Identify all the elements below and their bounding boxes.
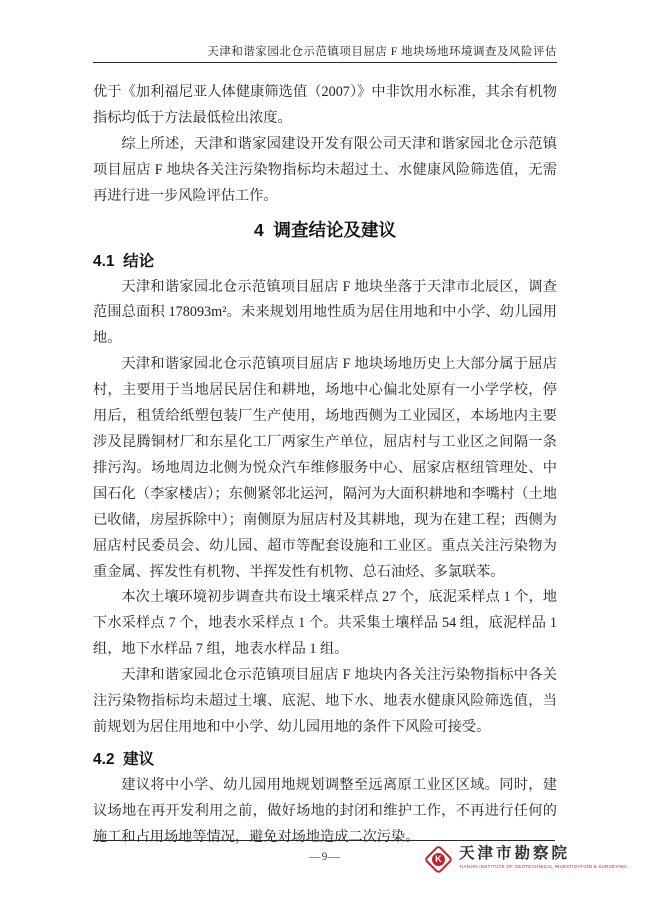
paragraph-conclusion-3: 本次土壤环境初步调查共布设土壤采样点 27 个，底泥采样点 1 个，地下水采样点 7 个，地表水采样点 1 个。共采集土壤样品 54 组，底泥样品 1 组，地下水样品 7 组，地表水样品 1 组。: [93, 589, 557, 658]
paragraph-suggestion-1: 建议将中小学、幼儿园用地规划调整至远离原工业区区域。同时，建议场地在再开发利用之前，做好场地的封闭和维护工作，不再进行任何的施工和占用场地等情况，避免对场地造成二次污染。: [93, 776, 557, 845]
suggestion-heading: 4.2 建议: [93, 750, 155, 768]
document-body: [93, 80, 557, 851]
paragraph-conclusion-4: 天津和谐家园北仓示范镇项目屈店 F 地块内各关注污染物指标中各关注污染物指标均未超过土壤、底泥、地下水、地表水健康风险筛选值，当前规划为居住用地和中小学、幼儿园用地的条件下风险可接受。: [93, 667, 557, 735]
conclusion-heading: 4.1 结论: [93, 252, 155, 270]
logo-organization-subtitle: TIANJIN INSTITUTE OF GEOTECHNICAL INVESTIGATION & SURVEYING: [459, 863, 628, 869]
page-header: [93, 43, 557, 63]
logo-text-block: [459, 845, 627, 869]
header-divider: [93, 62, 557, 63]
footer-divider: [93, 840, 555, 841]
paragraph-intro-continuation: 优于《加利福尼亚人体健康筛选值（2007）》中非饮用水标准，其余有机物指标均低于方法最低检出浓度。: [93, 84, 557, 126]
paragraph-conclusion-1: 天津和谐家园北仓示范镇项目屈店 F 地块坐落于天津市北辰区，调查范围总面积 178093m²。未来规划用地性质为居住用地和中小学、幼儿园用地。: [93, 278, 557, 347]
organization-logo: [425, 845, 627, 870]
logo-organization-name: 天津市勘察院: [459, 845, 571, 862]
logo-circle-icon: [429, 850, 447, 868]
section-heading: 4 调查结论及建议: [254, 219, 396, 240]
page-number: —9—: [309, 851, 341, 863]
paragraph-conclusion-2: 天津和谐家园北仓示范镇项目屈店 F 地块场地历史上大部分属于屈店村，主要用于当地居民居住和耕地，场地中心偏北处原有一小学学校，停用后，租赁给纸塑包装厂生产使用，场地西侧为工业园区，本场地内主要涉及昆腾铜材厂和东星化工厂两家生产单位，屈店村与工业区之间隔一条排污沟。场地周边北侧为悦众汽车维修服务中心、屈家店枢纽管理处、中国石化（李家楼店）；东侧紧邻北运河，隔河为大面积耕地和李嘴村（土地已收储，房屋拆除中）；南侧原为屈店村及其耕地，现为在建工程；西侧为屈店村民委员会、幼儿园、超市等配套设施和工业区。重点关注污染物为重金属、挥发性有机物、半挥发性有机物、总石油烃、多氯联苯。: [93, 356, 557, 580]
running-header-title: 天津和谐家园北仓示范镇项目屈店 F 地块场地环境调查及风险评估: [207, 46, 557, 58]
logo-diamond-icon: [424, 845, 454, 875]
paragraph-summary: 综上所述，天津和谐家园建设开发有限公司天津和谐家园北仓示范镇项目屈店 F 地块各关注污染物指标均未超过土、水健康风险筛选值，无需再进行进一步风险评估工作。: [93, 135, 557, 204]
logo-mark-letter: K: [435, 854, 442, 864]
